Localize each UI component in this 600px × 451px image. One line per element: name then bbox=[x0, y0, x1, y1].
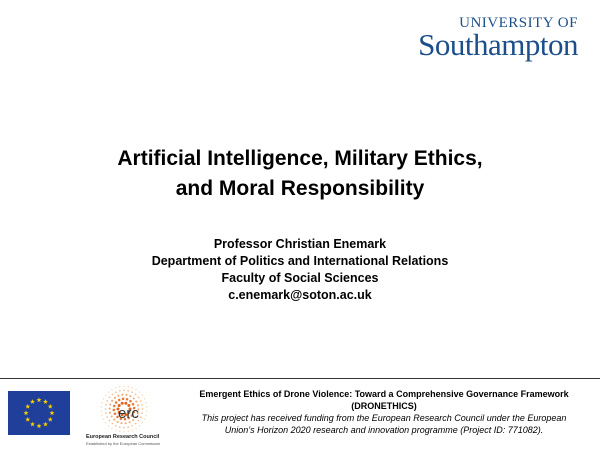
erc-dot bbox=[146, 410, 147, 411]
erc-dot bbox=[113, 419, 115, 421]
erc-dot bbox=[101, 415, 102, 416]
erc-dot bbox=[123, 431, 124, 432]
erc-dot bbox=[123, 386, 124, 387]
funding-line-2: Union’s Horizon 2020 research and innovation programme (Project ID: 771082). bbox=[224, 425, 544, 435]
erc-dot bbox=[118, 399, 121, 402]
erc-dot bbox=[139, 392, 140, 393]
erc-dot bbox=[142, 422, 143, 423]
eu-star-icon bbox=[30, 422, 35, 427]
erc-dot bbox=[105, 395, 106, 396]
footer-text bbox=[176, 388, 592, 436]
erc-dot bbox=[128, 431, 129, 432]
erc-caption: European Research Council bbox=[86, 434, 160, 440]
erc-dot bbox=[140, 416, 142, 418]
erc-dot bbox=[146, 406, 147, 407]
author-name: Professor Christian Enemark bbox=[213, 237, 387, 251]
erc-dot bbox=[105, 422, 106, 423]
erc-dot bbox=[125, 394, 127, 396]
author-department: Department of Politics and International Relations bbox=[151, 254, 449, 268]
erc-dot bbox=[140, 400, 142, 402]
erc-logo-text: erc bbox=[118, 405, 139, 422]
erc-dot bbox=[127, 426, 129, 428]
erc-dot bbox=[109, 408, 111, 410]
erc-subcaption: Established by the European Commission bbox=[86, 441, 161, 446]
erc-dot bbox=[111, 428, 112, 429]
erc-dot bbox=[141, 412, 143, 414]
university-logo bbox=[418, 16, 578, 60]
author-faculty: Faculty of Social Sciences bbox=[221, 271, 379, 285]
eu-star-icon bbox=[37, 397, 42, 402]
erc-dot bbox=[115, 401, 118, 404]
eu-star-icon bbox=[43, 422, 48, 427]
author-block bbox=[0, 236, 600, 304]
eu-star-icon bbox=[50, 410, 55, 415]
erc-dot bbox=[135, 389, 136, 390]
erc-dot bbox=[133, 397, 135, 399]
project-title-line-1: Emergent Ethics of Drone Violence: Toward a Comprehensive Governance Framework bbox=[199, 389, 569, 399]
erc-dot bbox=[145, 402, 146, 403]
erc-dot bbox=[109, 403, 111, 405]
erc-dot bbox=[101, 411, 102, 412]
erc-dot bbox=[101, 406, 102, 407]
erc-dot bbox=[123, 427, 125, 429]
erc-dot bbox=[101, 402, 102, 403]
erc-dot bbox=[115, 391, 117, 393]
erc-dot bbox=[119, 386, 120, 387]
erc-dot bbox=[119, 431, 120, 432]
erc-dot bbox=[115, 387, 116, 388]
erc-dot bbox=[142, 408, 144, 410]
erc-dot bbox=[108, 425, 109, 426]
eu-star-icon bbox=[25, 417, 30, 422]
erc-dot bbox=[127, 390, 129, 392]
erc-dot bbox=[122, 398, 125, 401]
erc-dot bbox=[141, 404, 143, 406]
erc-dot bbox=[121, 394, 123, 396]
eu-star-icon bbox=[25, 404, 30, 409]
erc-dot bbox=[125, 422, 127, 424]
erc-dot bbox=[108, 392, 109, 393]
erc-dot bbox=[109, 412, 111, 414]
title-line-2: and Moral Responsibility bbox=[175, 177, 425, 200]
erc-dot bbox=[115, 430, 116, 431]
eu-flag-icon bbox=[8, 391, 70, 435]
slide-title bbox=[0, 144, 600, 204]
erc-dot bbox=[142, 395, 143, 396]
erc-dot bbox=[145, 415, 146, 416]
erc-dot bbox=[113, 405, 116, 408]
erc-dot bbox=[119, 426, 121, 428]
erc-dot bbox=[129, 400, 132, 403]
erc-dot bbox=[131, 425, 133, 427]
erc-dot bbox=[103, 398, 104, 399]
erc-dot bbox=[135, 423, 137, 425]
eu-star-icon bbox=[30, 399, 35, 404]
erc-dot bbox=[115, 425, 117, 427]
erc-dot bbox=[111, 400, 113, 402]
erc-logo bbox=[86, 383, 170, 447]
eu-star-icon bbox=[43, 399, 48, 404]
erc-dot bbox=[111, 389, 112, 390]
erc-dot bbox=[105, 412, 107, 414]
erc-dot bbox=[119, 390, 121, 392]
erc-dot bbox=[132, 387, 133, 388]
eu-star-icon bbox=[37, 423, 42, 428]
erc-dot bbox=[135, 428, 136, 429]
project-title-line-2: (DRONETHICS) bbox=[351, 401, 417, 411]
erc-dot bbox=[129, 395, 131, 397]
erc-dot bbox=[105, 404, 107, 406]
erc-dot bbox=[113, 409, 116, 412]
erc-dot bbox=[138, 397, 140, 399]
erc-dot bbox=[112, 394, 114, 396]
erc-dot bbox=[128, 386, 129, 387]
erc-dot bbox=[131, 391, 133, 393]
title-line-1: Artificial Intelligence, Military Ethics, bbox=[117, 147, 483, 170]
erc-dot bbox=[103, 419, 104, 420]
erc-dot bbox=[117, 395, 119, 397]
eu-star-icon bbox=[24, 410, 29, 415]
erc-dot bbox=[139, 425, 140, 426]
eu-star-icon bbox=[48, 417, 53, 422]
erc-dot bbox=[109, 397, 111, 399]
erc-dot bbox=[114, 397, 116, 399]
erc-dot bbox=[111, 415, 113, 417]
erc-dot bbox=[114, 412, 117, 415]
eu-star-icon bbox=[48, 404, 53, 409]
eu-flag-stars bbox=[8, 391, 70, 435]
erc-dot bbox=[112, 423, 114, 425]
erc-dot bbox=[132, 430, 133, 431]
erc-dot bbox=[105, 408, 107, 410]
erc-dot bbox=[126, 398, 129, 401]
funding-line-1: This project has received funding from the European Research Council under the European bbox=[201, 413, 567, 423]
erc-dot bbox=[135, 394, 137, 396]
erc-dot bbox=[109, 420, 111, 422]
logo-line-southampton: Southampton bbox=[418, 27, 578, 62]
erc-dot bbox=[135, 401, 137, 403]
funding-footer bbox=[0, 378, 600, 451]
erc-dot bbox=[106, 400, 108, 402]
erc-dot bbox=[106, 416, 108, 418]
author-email: c.enemark@soton.ac.uk bbox=[228, 288, 372, 302]
erc-dot bbox=[144, 398, 145, 399]
erc-dot bbox=[144, 419, 145, 420]
erc-dot bbox=[123, 390, 125, 392]
logo-line-university-of: UNIVERSITY OF bbox=[459, 15, 578, 31]
erc-dot bbox=[120, 422, 122, 424]
